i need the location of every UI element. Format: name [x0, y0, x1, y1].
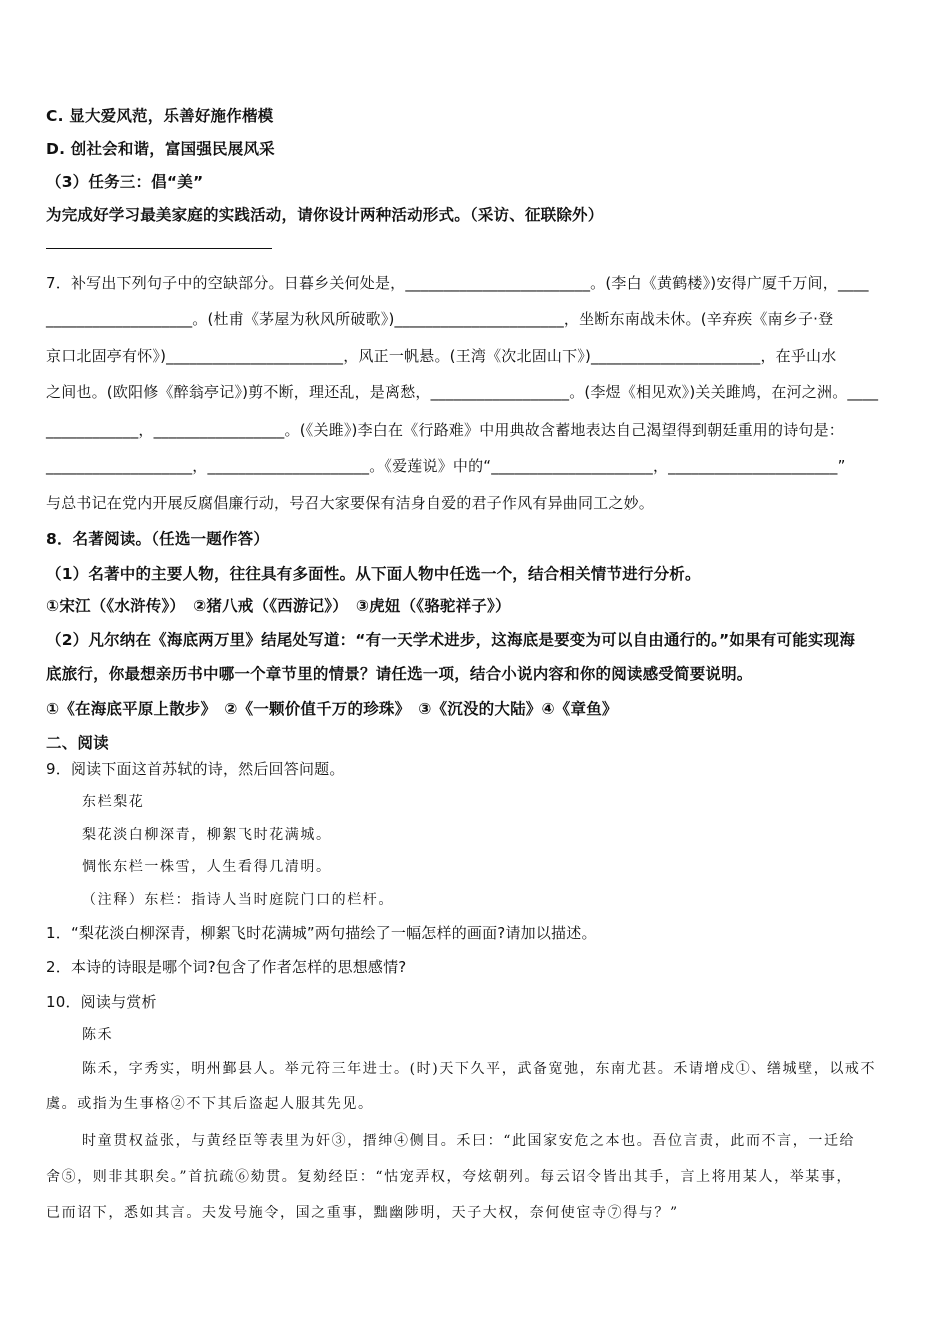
q10-para2-line-2: 舍⑤，则非其职矣。”首抗疏⑥劾贯。复劾经臣：“怙宠弄权，夸炫朝列。每云诏令皆出其手，言上将用某人，举某事，	[46, 1169, 853, 1185]
q6-task3-prompt: 为完成好学习最美家庭的实践活动，请你设计两种活动形式。（采访、征联除外）	[46, 206, 604, 224]
q9-intro: 9．阅读下面这首苏轼的诗，然后回答问题。	[46, 760, 345, 778]
q10-para1-line-1: 陈禾，字秀实，明州鄞县人。举元符三年进士。(时)天下久平，武备宽弛，东南尤甚。禾请增戍①、缮城壁，以戒不	[82, 1061, 877, 1077]
q8-part2-line-1: （2）凡尔纳在《海底两万里》结尾处写道：“有一天学术进步，这海底是要变为可以自由通行的。”如果有可能实现海	[46, 631, 856, 649]
q6-answer-line	[46, 248, 272, 249]
q10-para1-line-2: 虞。或指为生事格②不下其后盗起人服其先见。	[46, 1096, 374, 1112]
q7-line-4: 之间也。(欧阳修《醉翁亭记》)剪不断，理还乱，是离愁，__________________。(李煜《相见欢》)关关雎鸠，在河之洲。____	[46, 383, 879, 401]
q10-title: 陈禾	[82, 1027, 114, 1043]
q9-note: （注释）东栏：指诗人当时庭院门口的栏杆。	[82, 892, 394, 908]
q6-option-d: D. 创社会和谐，富国强民展风采	[46, 140, 275, 158]
q9-poem-line-2: 惆怅东栏一株雪，人生看得几清明。	[82, 859, 332, 875]
section-reading-title: 二、阅读	[46, 734, 109, 752]
q10-para2-line-3: 已而诏下，悉如其言。夫发号施令，国之重事，黜幽陟明，天子大权，奈何使宦寺⑦得与？”	[46, 1205, 679, 1221]
q6-task3-title: （3）任务三：倡“美”	[46, 173, 204, 191]
q6-option-c: C. 显大爱风范，乐善好施作楷模	[46, 107, 274, 125]
q8-title: 8．名著阅读。（任选一题作答）	[46, 530, 270, 548]
q10-intro: 10．阅读与赏析	[46, 993, 157, 1011]
q7-line-2: ___________________。(杜甫《茅屋为秋风所破歌》)______________________，坐断东南战未休。(辛弃疾《南乡子·登	[46, 310, 834, 328]
q8-part1-options: ①宋江（《水浒传》） ②猪八戒（《西游记》） ③虎妞（《骆驼祥子》）	[46, 597, 511, 615]
q9-question-2: 2．本诗的诗眼是哪个词?包含了作者怎样的思想感情?	[46, 958, 407, 976]
q7-line-3: 京口北固亭有怀》)_______________________，风正一帆悬。(王湾《次北固山下》)______________________，在乎山水	[46, 347, 837, 365]
q8-part1: （1）名著中的主要人物，往往具有多面性。从下面人物中任选一个，结合相关情节进行分析。	[46, 565, 701, 583]
q9-poem-line-1: 梨花淡白柳深青，柳絮飞时花满城。	[82, 827, 332, 843]
q7-line-7: 与总书记在党内开展反腐倡廉行动，号召大家要保有洁身自爱的君子作风有异曲同工之妙。	[46, 494, 655, 512]
q9-poem-title: 东栏梨花	[82, 794, 145, 810]
q7-line-1: 7．补写出下列句子中的空缺部分。日暮乡关何处是，________________________。(李白《黄鹤楼》)安得广厦千万间，____	[46, 274, 869, 292]
q7-line-6: ___________________，_____________________。《爱莲说》中的“_____________________，______________________”	[46, 457, 846, 475]
q9-question-1: 1．“梨花淡白柳深青，柳絮飞时花满城”两句描绘了一幅怎样的画面?请加以描述。	[46, 924, 597, 942]
q7-line-5: ____________，_________________。(《关雎》)李白在《行路难》中用典故含蓄地表达自己渴望得到朝廷重用的诗句是：	[46, 421, 845, 439]
q10-para2-line-1: 时童贯权益张，与黄经臣等表里为奸③，搢绅④侧目。禾曰：“此国家安危之本也。吾位言责，此而不言，一迁给	[82, 1133, 856, 1149]
q8-part2-line-2: 底旅行，你最想亲历书中哪一个章节里的情景？请任选一项，结合小说内容和你的阅读感受简要说明。	[46, 665, 753, 683]
q8-part2-options: ①《在海底平原上散步》 ②《一颗价值千万的珍珠》 ③《沉没的大陆》④《章鱼》	[46, 700, 618, 718]
